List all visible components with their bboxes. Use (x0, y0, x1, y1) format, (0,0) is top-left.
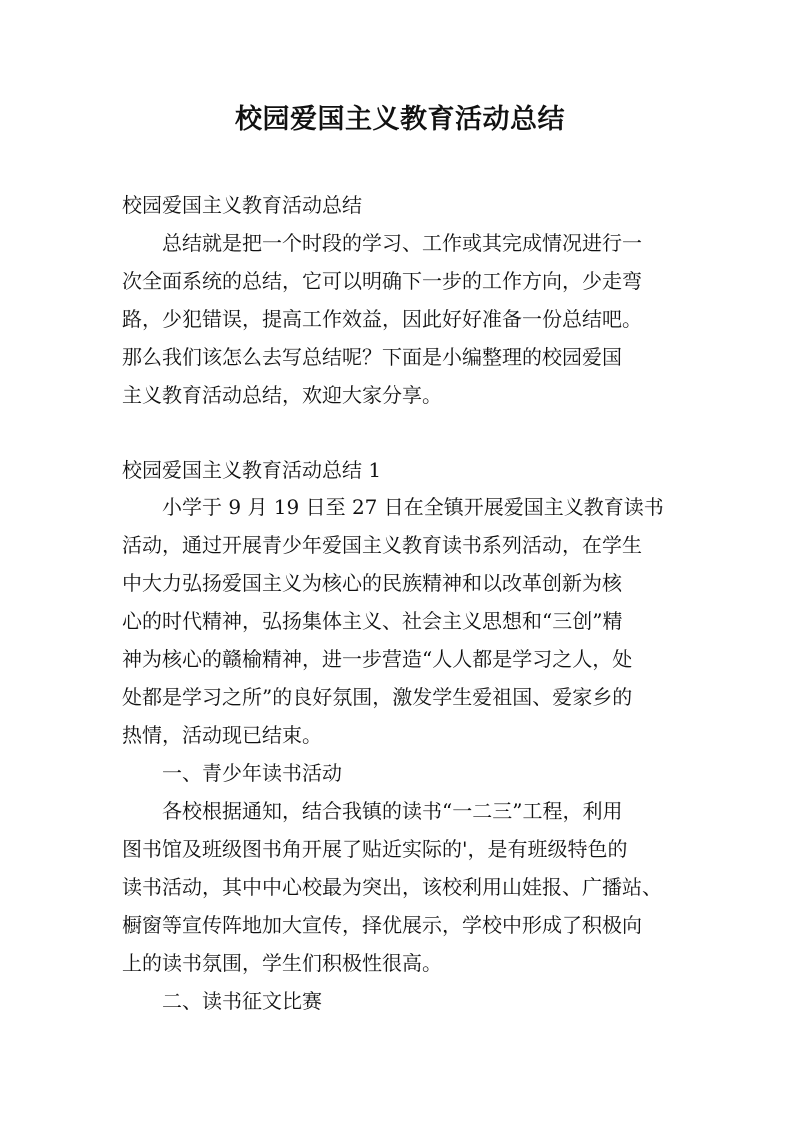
section-paragraph-line: 中大力弘扬爱国主义为核心的民族精神和以改革创新为核 (122, 571, 622, 595)
section-paragraph-line: 心的时代精神，弘扬集体主义、社会主义思想和“三创”精 (122, 609, 623, 633)
section-paragraph-line: 热情，活动现已结束。 (122, 723, 322, 747)
section-heading: 校园爱国主义教育活动总结 1 (122, 458, 382, 482)
subheading-reading-activity: 一、青少年读书活动 (162, 761, 342, 785)
section-paragraph-line: 小学于 9 月 19 日至 27 日在全镇开展爱国主义教育读书 (162, 495, 664, 519)
subsection-paragraph-line: 上的读书氛围，学生们积极性很高。 (122, 951, 442, 975)
subheading-essay-contest: 二、读书征文比赛 (162, 989, 322, 1013)
subsection-paragraph-line: 橱窗等宣传阵地加大宣传，择优展示，学校中形成了积极向 (122, 913, 642, 937)
intro-line: 那么我们该怎么去写总结呢？下面是小编整理的校园爱国 (122, 345, 622, 369)
intro-line: 主义教育活动总结，欢迎大家分享。 (122, 383, 442, 407)
section-paragraph-line: 神为核心的赣榆精神，进一步营造“人人都是学习之人，处 (122, 647, 633, 671)
subsection-paragraph-line: 图书馆及班级图书角开展了贴近实际的'，是有班级特色的 (122, 837, 628, 861)
section-paragraph-line: 处都是学习之所”的良好氛围，激发学生爱祖国、爱家乡的 (122, 685, 633, 709)
document-subtitle: 校园爱国主义教育活动总结 (122, 193, 362, 217)
subsection-paragraph-line: 读书活动，其中中心校最为突出，该校利用山娃报、广播站、 (122, 875, 662, 899)
document-title: 校园爱国主义教育活动总结 (235, 104, 565, 135)
intro-line: 总结就是把一个时段的学习、工作或其完成情况进行一 (162, 231, 642, 255)
intro-line: 次全面系统的总结，它可以明确下一步的工作方向，少走弯 (122, 269, 642, 293)
section-paragraph-line: 活动，通过开展青少年爱国主义教育读书系列活动，在学生 (122, 533, 642, 557)
intro-line: 路，少犯错误，提高工作效益，因此好好准备一份总结吧。 (122, 307, 642, 331)
subsection-paragraph-line: 各校根据通知，结合我镇的读书“一二三”工程，利用 (162, 799, 623, 823)
